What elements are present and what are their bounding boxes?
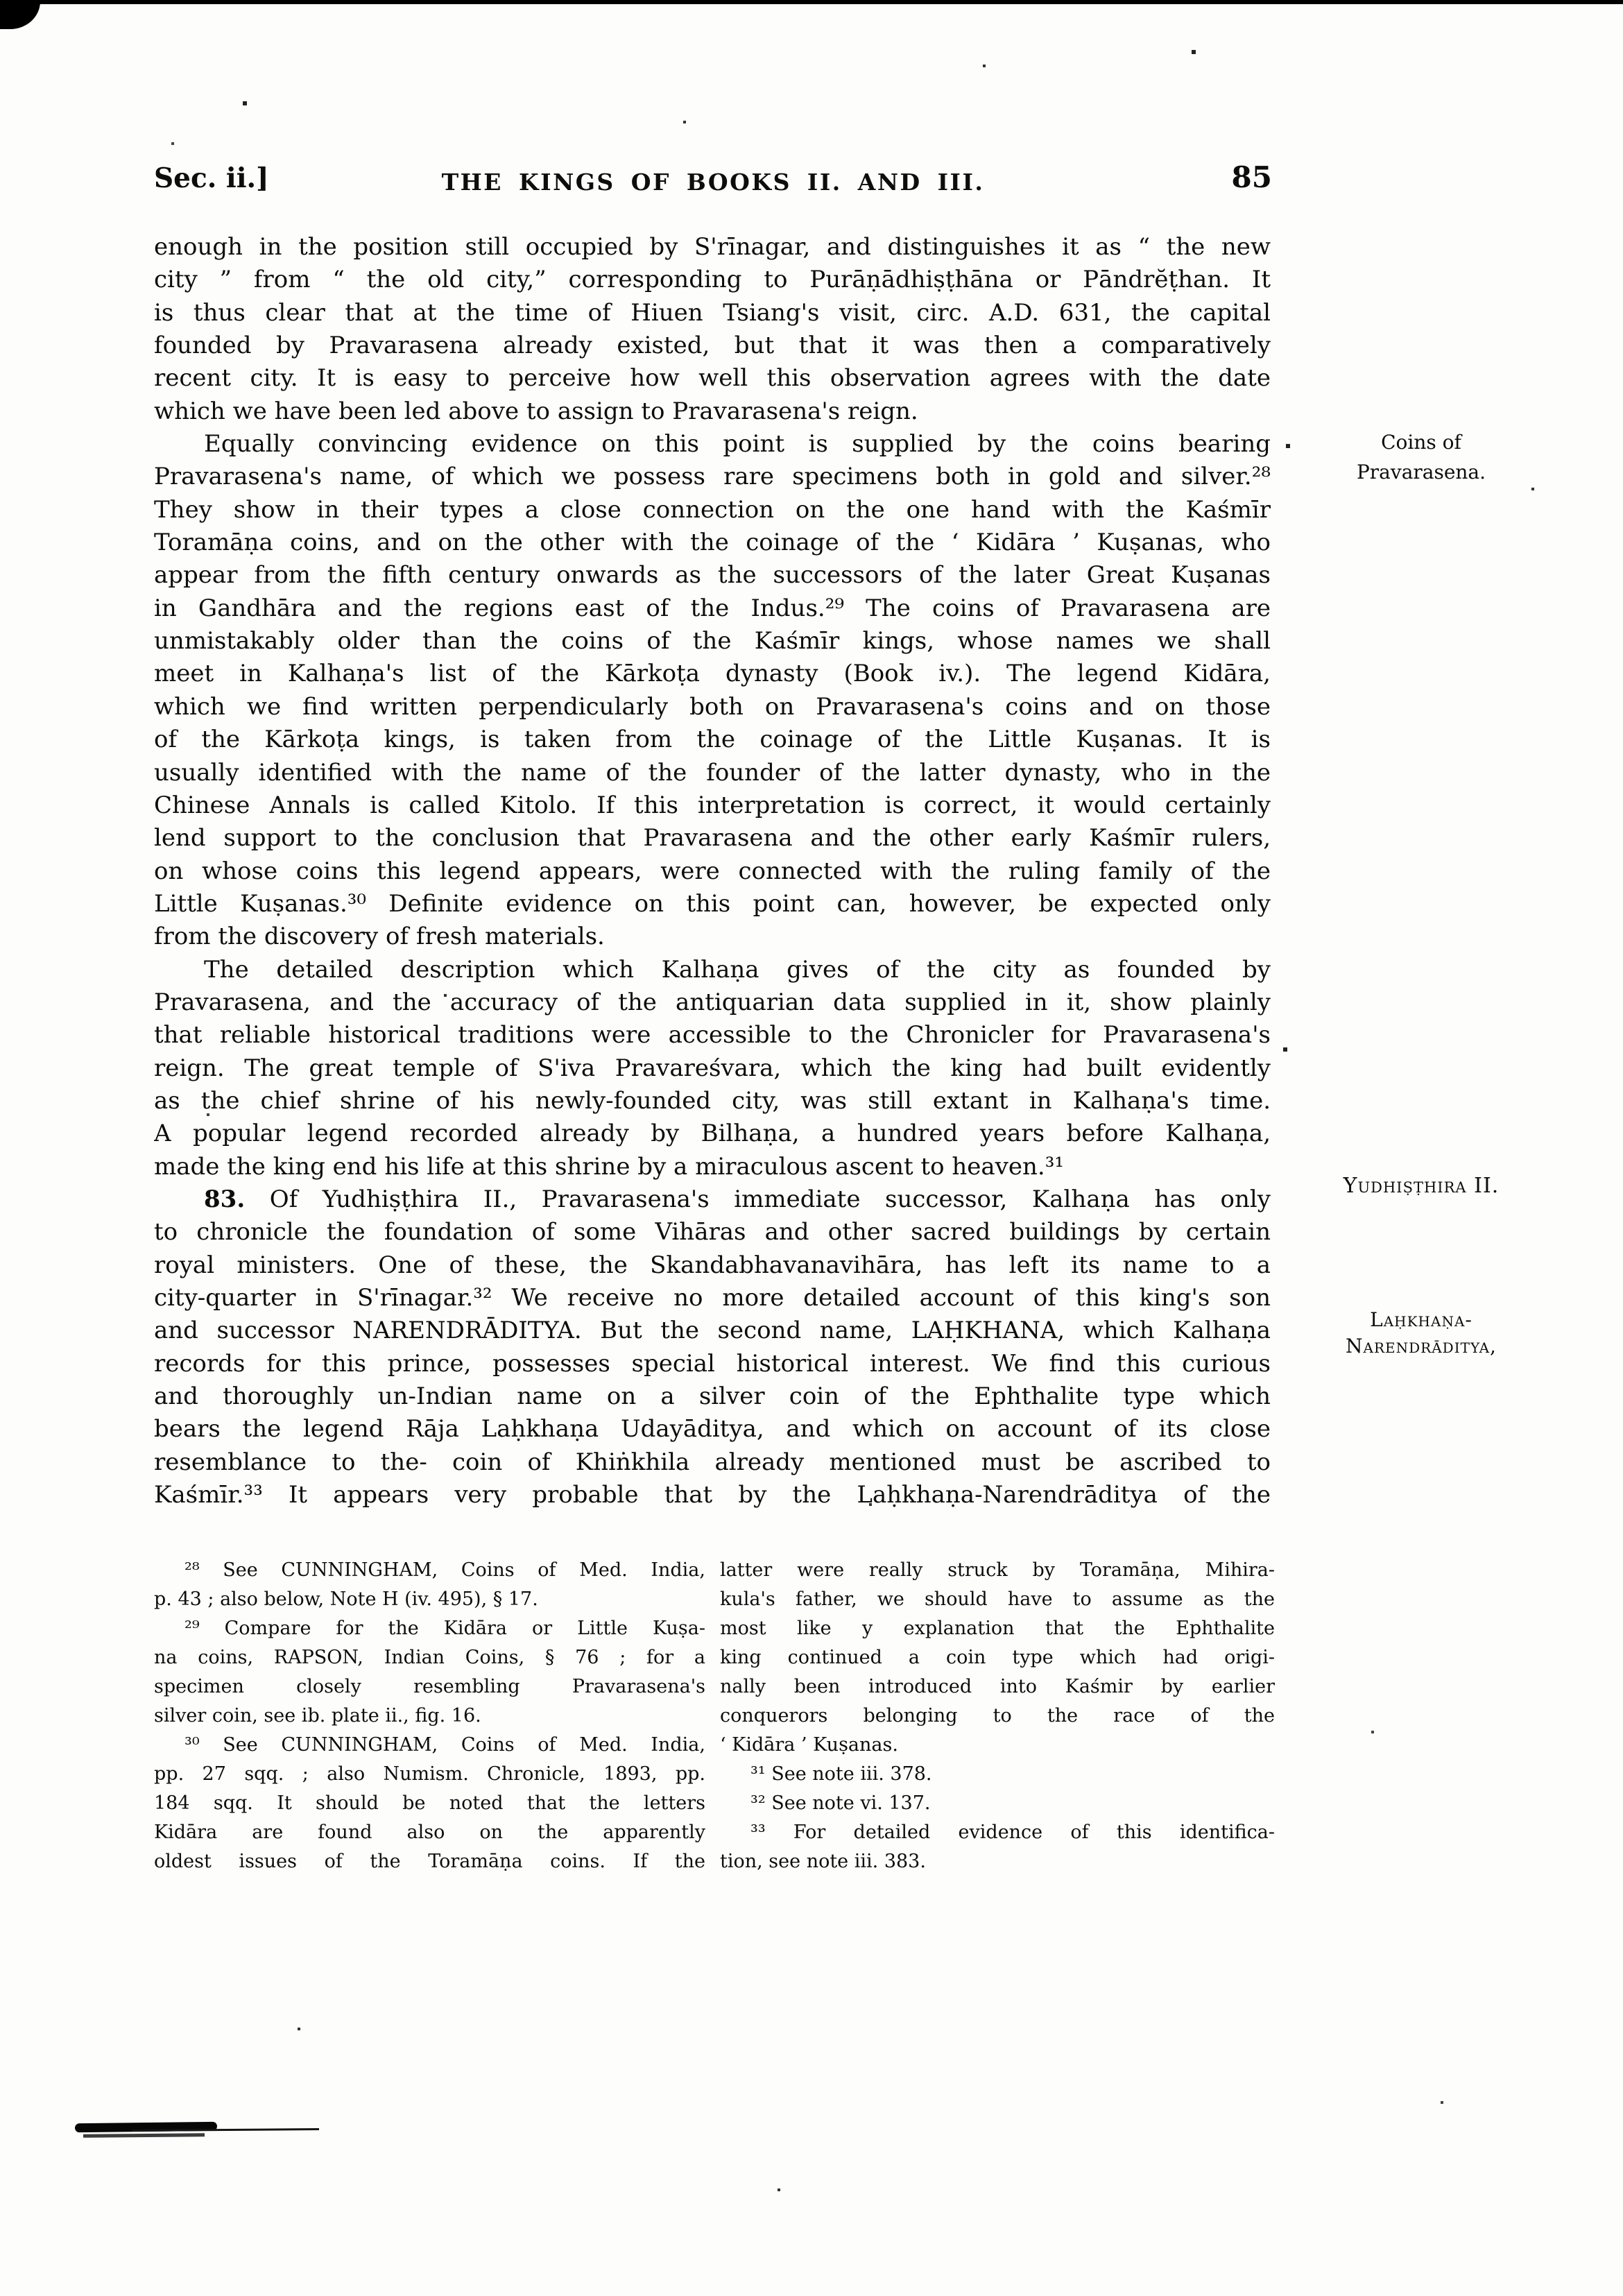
text-line: Yudhiṣṭhira II. [1343,1174,1500,1198]
text-line: records for this prince, possesses special historical interest. We find this curious [154,1349,1271,1378]
text-line: Laḥkhaṇa- [1370,1308,1472,1331]
text-line: city ” from “ the old city,” corresponding to Purāṇādhiṣṭhāna or Pāndrĕṭhan. It [154,266,1271,294]
text-line: ²⁸ See CUNNINGHAM, Coins of Med. India, [184,1559,705,1581]
text-line: reign. The great temple of S'iva Pravareśvara, which the king had built evidently [154,1054,1271,1082]
text-line: which we find written perpendicularly both on Pravarasena's coins and on those [154,692,1271,721]
scan-artifact-top-edge [0,0,1623,4]
text-line: Kaśmīr.³³ It appears very probable that by the Laḥkhaṇa-Narendrāditya of the [154,1481,1271,1509]
text-line: king continued a coin type which had origi- [720,1647,1275,1668]
text-line: that reliable historical traditions were accessible to the Chronicler for Pravarasena's [154,1021,1271,1050]
text-line: as the chief shrine of his newly-founded city, was still extant in Kalhaṇa's time. [154,1086,1271,1115]
text-line: usually identified with the name of the founder of the latter dynasty, who in the [154,758,1271,787]
text-line: A popular legend recorded already by Bilhaṇa, a hundred years before Kalhaṇa, [154,1120,1271,1148]
footnote [154,1731,705,1876]
scan-artifact-specks [0,0,1,1]
margin-note-yudhisthira-ii [1289,1172,1554,1200]
text-line: is thus clear that at the time of Hiuen Tsiang's visit, circ. A.D. 631, the capital [154,298,1271,327]
text-line: bears the legend Rāja Laḥkhaṇa Udayāditya, and which on account of its close [154,1415,1271,1443]
text-line: and thoroughly un-Indian name on a silver coin of the Ephthalite type which [154,1382,1271,1411]
main-text [154,231,1271,1511]
text-line: Coins of [1381,431,1461,454]
text-line: They show in their types a close connection on the one hand with the Kaśmīr [154,495,1271,524]
text-line: which we have been led above to assign to Pravarasena's reign. [154,397,918,425]
text-line: silver coin, see ib. plate ii., fig. 16. [154,1705,481,1727]
text-line: and successor NARENDRĀDITYA. But the second name, LAḤKHANA, which Kalhaṇa [154,1317,1271,1345]
text-line: conquerors belonging to the race of the [720,1705,1275,1727]
text-line: founded by Pravarasena already existed, but that it was then a comparatively [154,332,1271,360]
text-line: recent city. It is easy to perceive how well this observation agrees with the date [154,364,1271,393]
text-line: appear from the fifth century onwards as the successors of the later Great Kuṣanas [154,561,1271,590]
text-line: nally been introduced into Kaśmir by earlier [720,1676,1275,1697]
text-line: ³¹ See note iii. 378. [750,1763,932,1785]
text-line: p. 43 ; also below, Note H (iv. 495), § 17. [154,1588,538,1610]
scan-artifact-ink-smudge [132,2128,319,2132]
text-line: unmistakably older than the coins of the Kaśmīr kings, whose names we shall [154,627,1271,656]
paragraph [154,1183,1271,1511]
paragraph [154,231,1271,428]
text-line: Kidāra are found also on the apparently [154,1822,705,1843]
text-line: kula's father, we should have to assume as the [720,1588,1275,1610]
text-line: Equally convincing evidence on this point is supplied by the coins bearing [204,430,1271,459]
text-line: on whose coins this legend appears, were connected with the ruling family of the [154,857,1271,885]
text-line: resemblance to the- coin of Khiṅkhila already mentioned must be ascribed to [154,1448,1271,1476]
footnote [720,1556,1275,1760]
footnote [720,1789,1275,1818]
paragraph [154,954,1271,1183]
margin-note-coins-of-pravarasena [1289,427,1554,487]
text-line: royal ministers. One of these, the Skandabhavanavihāra, has left its name to a [154,1251,1271,1279]
paragraph [154,428,1271,954]
section-number: 83. [204,1185,246,1213]
text-line: ²⁹ Compare for the Kidāra or Little Kuṣa- [184,1618,705,1639]
text-line: ‘ Kidāra ’ Kuṣanas. [720,1734,898,1756]
text-line: in Gandhāra and the regions east of the Indus.²⁹ The coins of Pravarasena are [154,594,1271,622]
text-line: most like y explanation that the Ephthalite [720,1618,1275,1639]
text-line: Toramāṇa coins, and on the other with the coinage of the ‘ Kidāra ’ Kuṣanas, who [154,529,1271,557]
footnote [154,1614,705,1731]
text-line: tion, see note iii. 383. [720,1851,926,1872]
text-line: of the Kārkoṭa kings, is taken from the coinage of the Little Kuṣanas. It is [154,726,1271,754]
text-line: Pravarasena's name, of which we possess rare specimens both in gold and silver.²⁸ [154,463,1271,491]
text-line: Narendrāditya, [1346,1335,1497,1357]
text-line: pp. 27 sqq. ; also Numism. Chronicle, 1893, pp. [154,1763,705,1785]
text-line: specimen closely resembling Pravarasena's [154,1676,705,1697]
text-line: 83. Of Yudhiṣṭhira II., Pravarasena's immediate successor, Kalhaṇa has only [204,1185,1271,1213]
running-title: THE KINGS OF BOOKS II. AND III. [441,169,985,196]
text-line: Pravarasena. [1356,461,1486,483]
text-line: from the discovery of fresh materials. [154,923,605,951]
text-line: to chronicle the foundation of some Vihāras and other sacred buildings by certain [154,1218,1271,1246]
text-line: latter were really struck by Toramāṇa, Mihira- [720,1559,1275,1581]
footnote-column-left [154,1556,705,1876]
footnote [720,1760,1275,1789]
section-label: Sec. ii.] [154,162,269,194]
text-line: Chinese Annals is called Kitolo. If this interpretation is correct, it would certainly [154,791,1271,819]
margin-note-lahkhana-narendraditya [1289,1307,1554,1360]
text-line: meet in Kalhaṇa's list of the Kārkoṭa dynasty (Book iv.). The legend Kidāra, [154,660,1271,688]
text-line: The detailed description which Kalhaṇa gives of the city as founded by [204,955,1271,984]
footnote [720,1818,1275,1876]
text-line: ³² See note vi. 137. [750,1792,931,1814]
text-line: ³³ For detailed evidence of this identifica- [750,1822,1275,1843]
text-line: lend support to the conclusion that Pravarasena and the other early Kaśmīr rulers, [154,824,1271,853]
text-line: made the king end his life at this shrine by a miraculous ascent to heaven.³¹ [154,1152,1064,1181]
scan-artifact-ink-smudge [83,2133,205,2138]
page-number: 85 [1231,160,1272,194]
text-line: Pravarasena, and the accuracy of the antiquarian data supplied in it, show plainly [154,988,1271,1016]
text-line: enough in the position still occupied by S'rīnagar, and distinguishes it as “ the new [154,233,1271,261]
footnote-column-right [720,1556,1275,1876]
text-line: Little Kuṣanas.³⁰ Definite evidence on this point can, however, be expected only [154,889,1271,918]
text-line: city-quarter in S'rīnagar.³² We receive no more detailed account of this king's son [154,1284,1271,1312]
text-line: 184 sqq. It should be noted that the letters [154,1792,705,1814]
text-line: oldest issues of the Toramāṇa coins. If the [154,1851,705,1872]
text-line: na coins, RAPSON, Indian Coins, § 76 ; for a [154,1647,705,1668]
scan-artifact-corner-blob [0,0,40,29]
text-line: ³⁰ See CUNNINGHAM, Coins of Med. India, [184,1734,705,1756]
footnote [154,1556,705,1614]
